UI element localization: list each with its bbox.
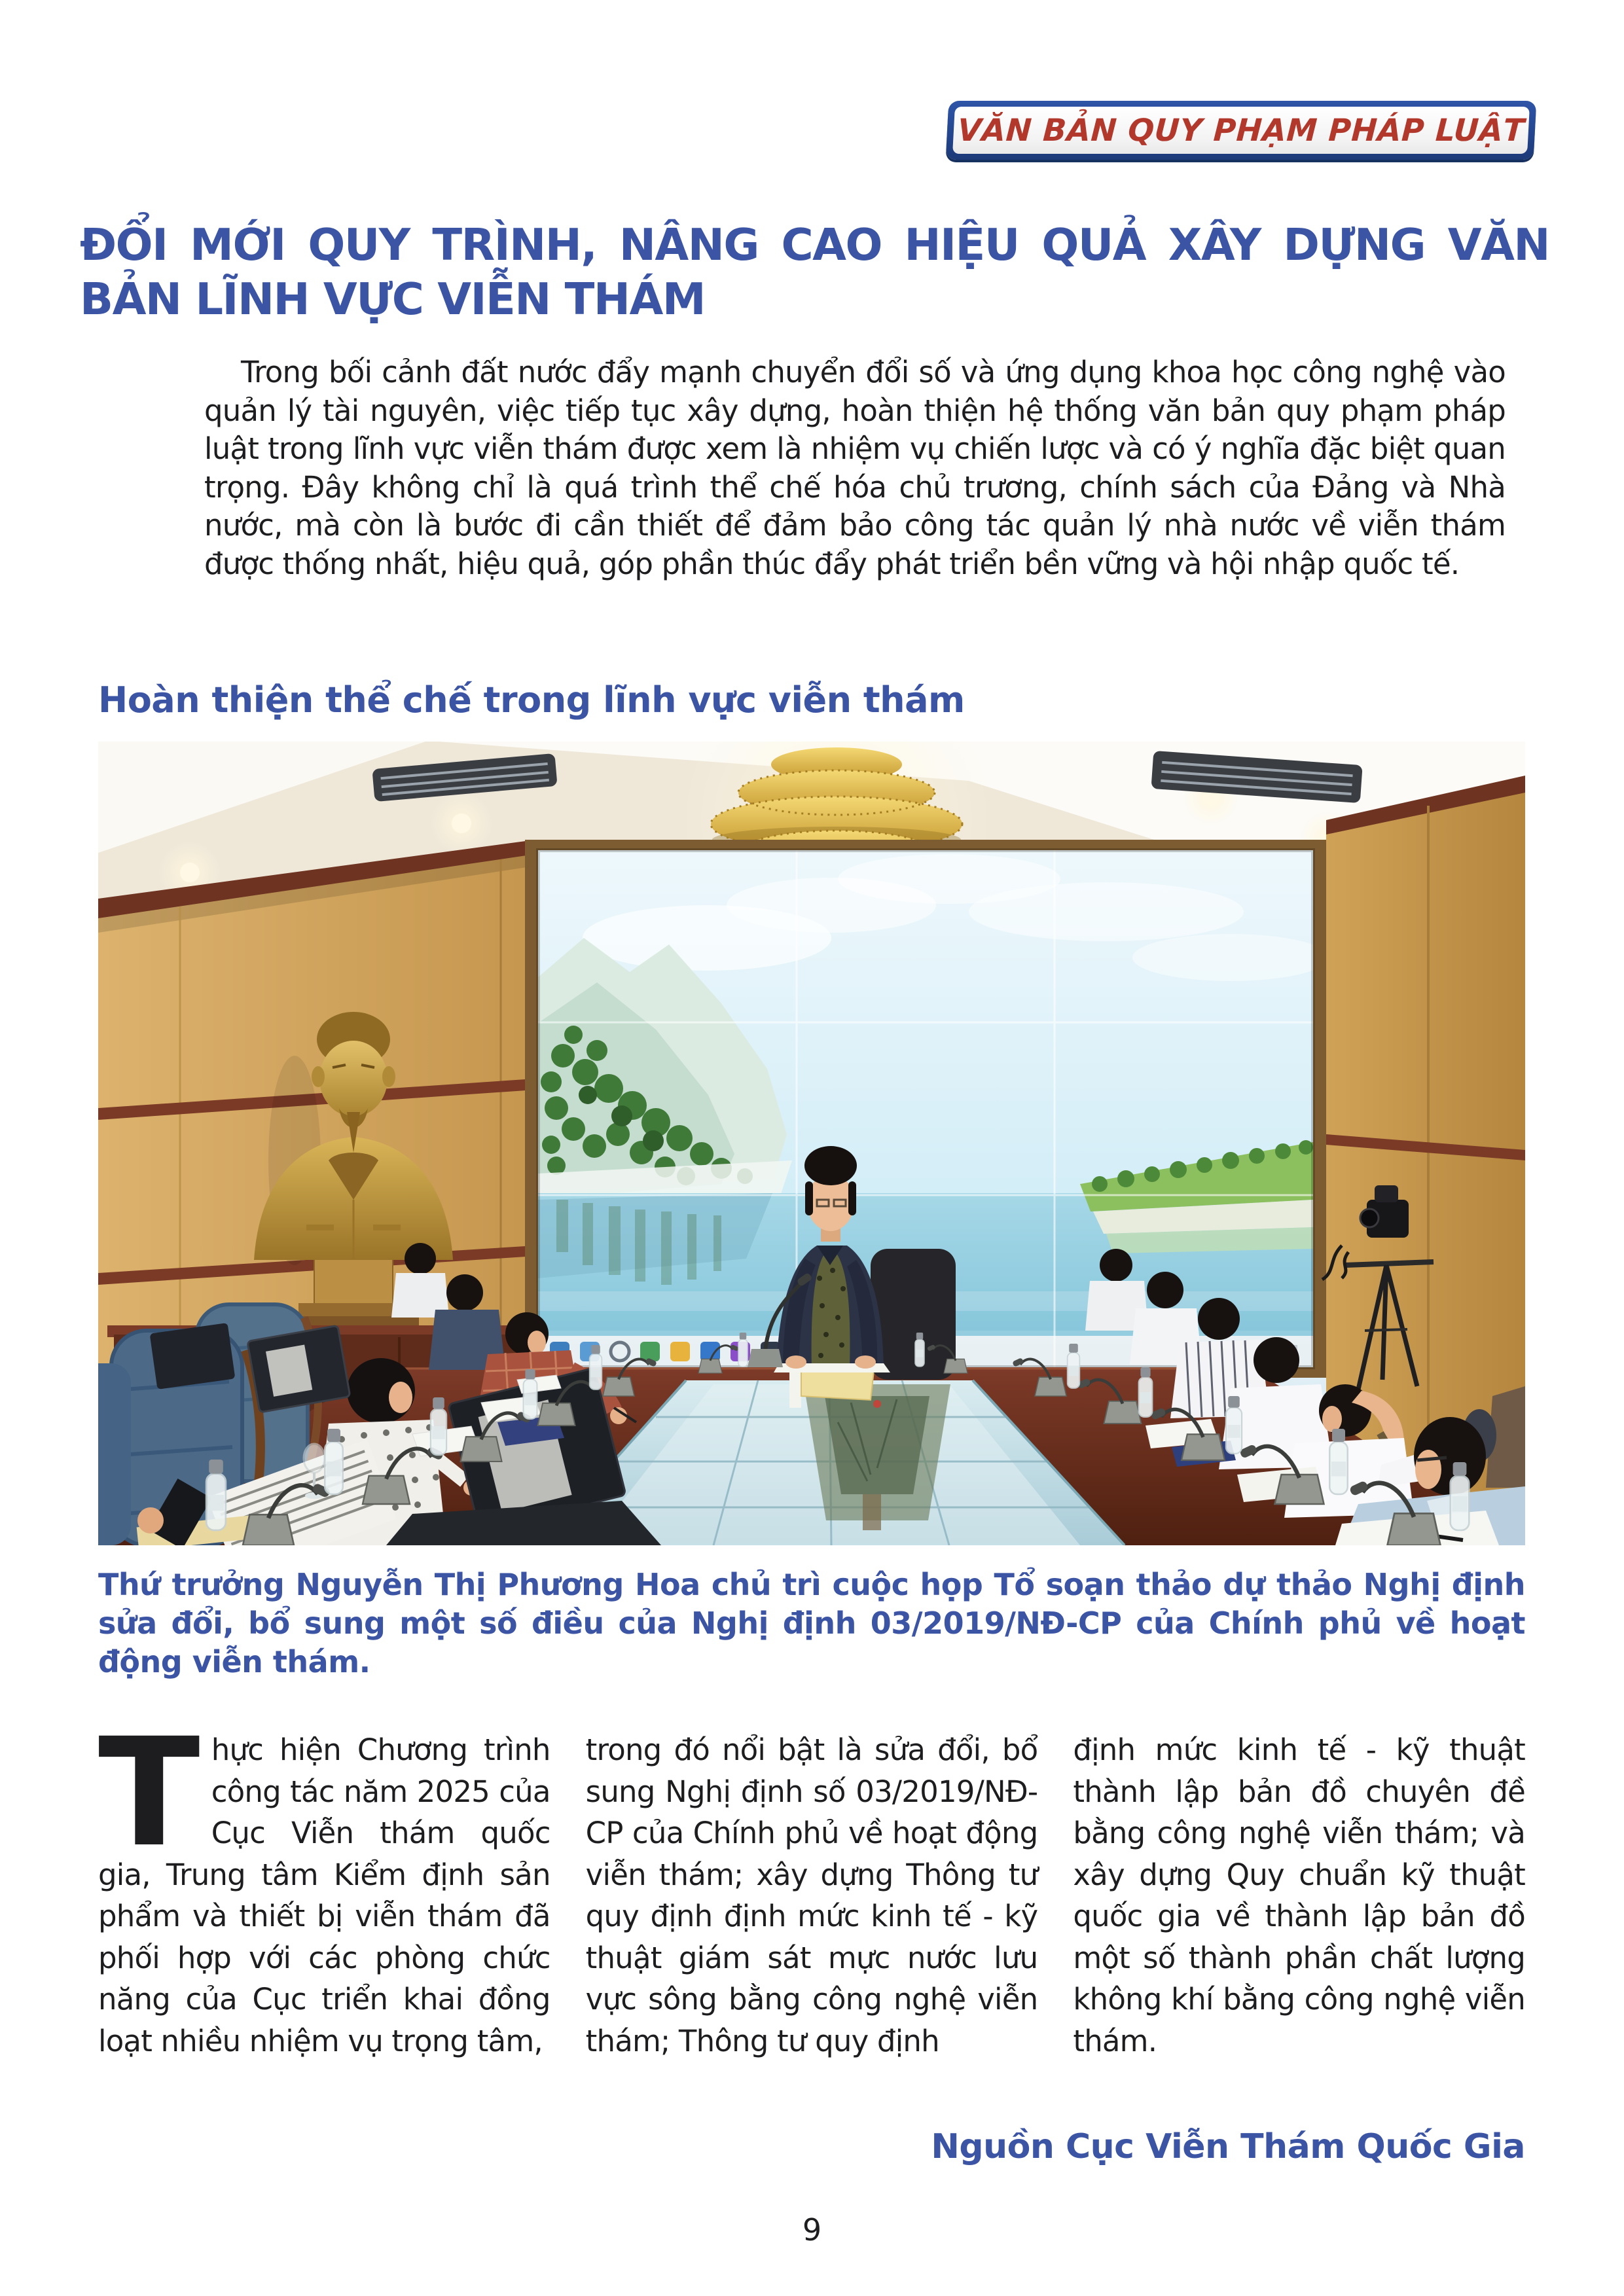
meeting-photo — [98, 742, 1525, 1545]
intro-paragraph: Trong bối cảnh đất nước đẩy mạnh chuyển đổi số và ứng dụng khoa học công nghệ vào quản lý tài nguyên, việc tiếp tục xây dựng, hoàn thiện hệ thống văn bản quy phạm pháp luật trong lĩnh vực viễn thám được xem là nhiệm vụ chiến lược và có ý nghĩa đặc biệt quan trọng. Đây không chỉ là quá trình thể chế hóa chủ trương, chính sách của Đảng và Nhà nước, mà còn là bước đi cần thiết để đảm bảo công tác quản lý nhà nước về viễn thám được thống nhất, hiệu quả, góp phần thúc đẩy phát triển bền vững và hội nhập quốc tế. — [204, 355, 1506, 581]
meeting-photo-illustration — [98, 742, 1525, 1545]
plant-reflection — [804, 1384, 950, 1530]
article-column-1 — [98, 1706, 550, 2135]
article-title — [80, 218, 1549, 327]
section-heading: Hoàn thiện thể chế trong lĩnh vực viễn thám — [98, 679, 965, 721]
page-number: 9 — [802, 2212, 822, 2248]
article-title-line-2: BẢN LĨNH VỰC VIỄN THÁM — [80, 273, 705, 325]
source-credit: Nguồn Cục Viễn Thám Quốc Gia — [931, 2127, 1525, 2166]
article-column-3 — [1073, 1729, 1525, 2135]
article-body — [98, 1706, 1526, 2135]
article-title-line-1: ĐỔI MỚI QUY TRÌNH, NÂNG CAO HIỆU QUẢ XÂY DỰNG VĂN — [80, 219, 1549, 270]
section-badge-inner — [952, 107, 1530, 154]
section-badge-label: VĂN BẢN QUY PHẠM PHÁP LUẬT — [956, 112, 1526, 149]
section-badge — [946, 101, 1537, 160]
article-column-1-text: hực hiện Chương trình công tác năm 2025 của Cục Viễn thám quốc gia, Trung tâm Kiểm định sản phẩm và thiết bị viễn thám đã phối hợp với các phòng chức năng của Cục triển khai đồng loạt nhiều nhiệm vụ trọng tâm, — [98, 1732, 550, 2058]
article-column-2 — [586, 1729, 1038, 2135]
article-column-3-text: định mức kinh tế - kỹ thuật thành lập bản đồ chuyên đề bằng công nghệ viễn thám; và xây dựng Quy chuẩn kỹ thuật quốc gia về thành lập bản đồ một số thành phần chất lượng không khí bằng công nghệ viễn thám. — [1073, 1732, 1526, 2058]
article-column-2-text: trong đó nổi bật là sửa đổi, bổ sung Nghị định số 03/2019/NĐ-CP của Chính phủ về hoạt động viễn thám; xây dựng Thông tư quy định định mức kinh tế - kỹ thuật giám sát mực nước lưu vực sông bằng công nghệ viễn thám; Thông tư quy định — [585, 1732, 1038, 2058]
photo-caption: Thứ trưởng Nguyễn Thị Phương Hoa chủ trì cuộc họp Tổ soạn thảo dự thảo Nghị định sửa đổi, bổ sung một số điều của Nghị định 03/2019/NĐ-CP của Chính phủ về hoạt động viễn thám. — [98, 1567, 1525, 1679]
drop-cap: T — [98, 1706, 200, 1880]
